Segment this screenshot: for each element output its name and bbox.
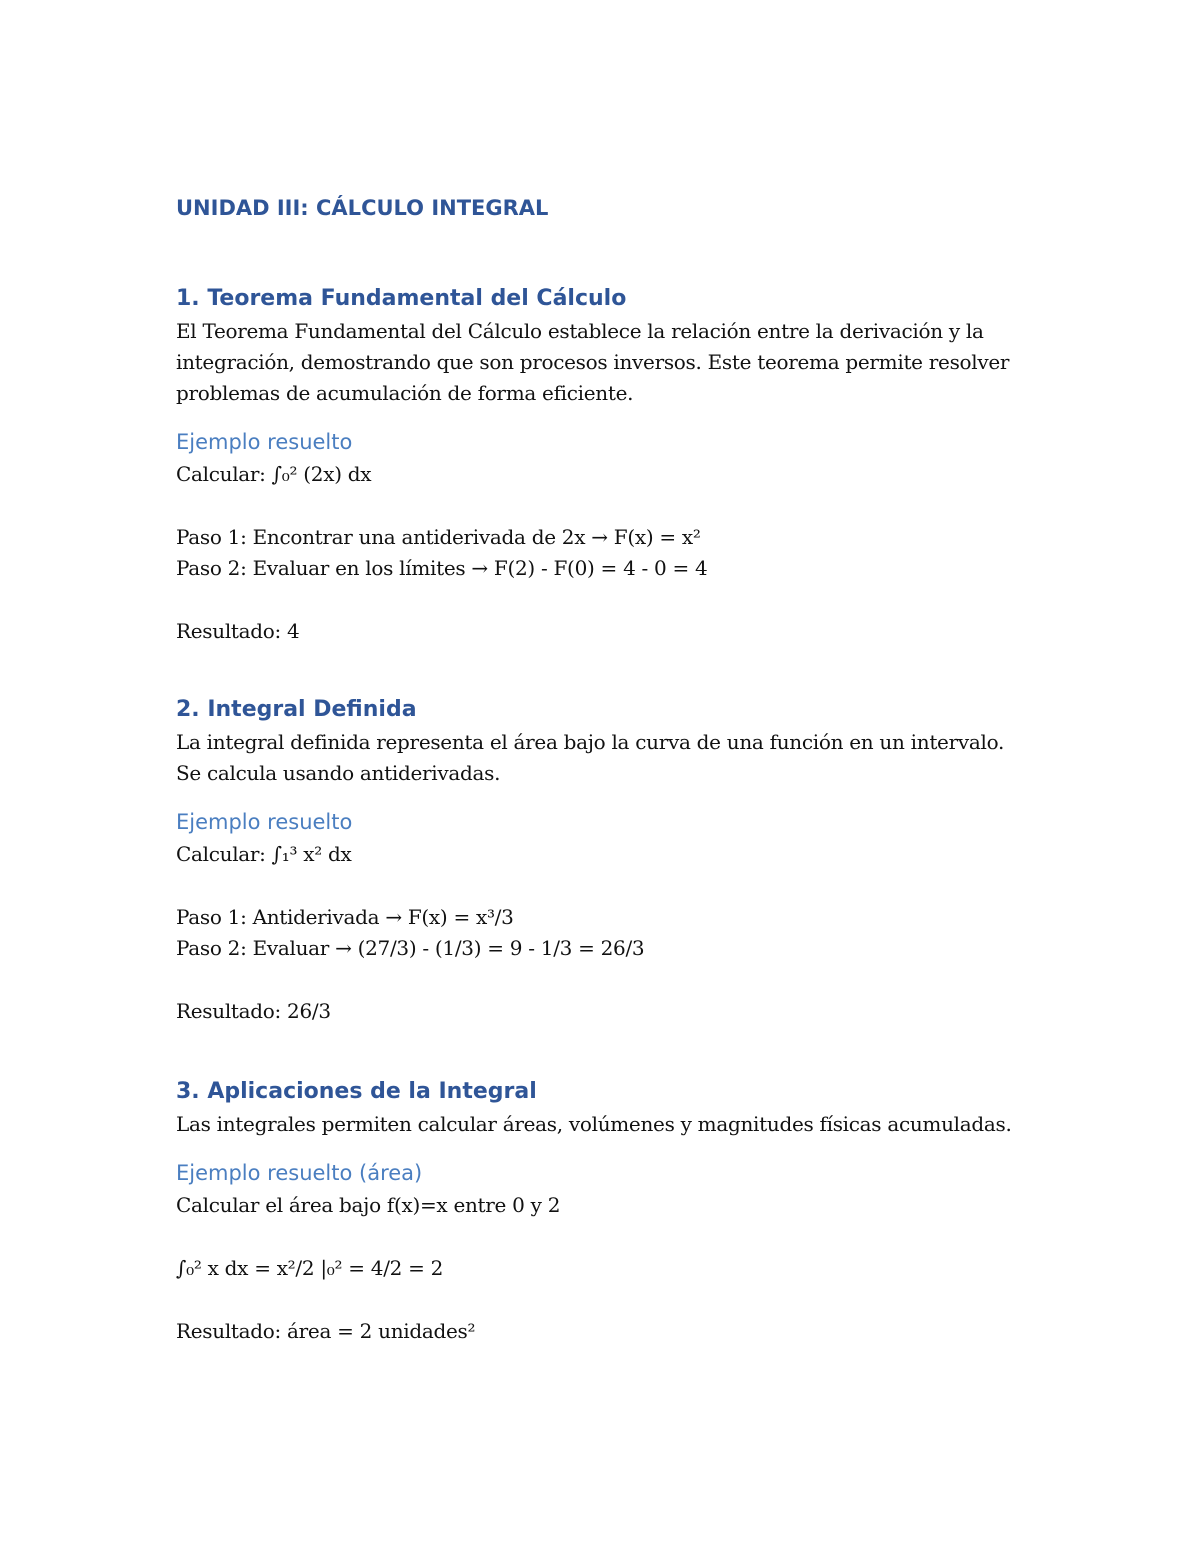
section-paragraph: [176, 316, 1036, 409]
section-title: 1. Teorema Fundamental del Cálculo: [176, 286, 627, 311]
paragraph-line: Las integrales permiten calcular áreas, volúmenes y magnitudes físicas acumuladas.: [176, 1112, 1012, 1136]
blank-line: [176, 964, 1036, 996]
section-aplicaciones: [176, 1075, 1036, 1347]
example-step: ∫₀² x dx = x²/2 |₀² = 4/2 = 2: [176, 1256, 444, 1280]
document-content: [176, 190, 1036, 1395]
blank-line: [176, 1221, 1036, 1253]
example-step: Paso 1: Antiderivada → F(x) = x³/3: [176, 905, 514, 929]
section-title: 2. Integral Definida: [176, 697, 417, 722]
example-statement: Calcular: ∫₁³ x² dx: [176, 842, 352, 866]
paragraph-line: integración, demostrando que son procesos inversos. Este teorema permite resolver: [176, 350, 1010, 374]
section-integral-definida: [176, 693, 1036, 1027]
example-statement: Calcular: ∫₀² (2x) dx: [176, 462, 372, 486]
example-result: Resultado: área = 2 unidades²: [176, 1319, 476, 1343]
blank-line: [176, 870, 1036, 902]
paragraph-line: El Teorema Fundamental del Cálculo establece la relación entre la derivación y la: [176, 319, 984, 343]
unit-title: UNIDAD III: CÁLCULO INTEGRAL: [176, 196, 549, 220]
example-result: Resultado: 4: [176, 619, 300, 643]
paragraph-line: Se calcula usando antiderivadas.: [176, 761, 501, 785]
example-title: Ejemplo resuelto: [176, 810, 353, 834]
blank-line: [176, 490, 1036, 522]
example-title: Ejemplo resuelto: [176, 430, 353, 454]
section-title: 3. Aplicaciones de la Integral: [176, 1079, 537, 1104]
section-paragraph: [176, 1109, 1036, 1140]
blank-line: [176, 584, 1036, 616]
section-paragraph: [176, 727, 1036, 789]
paragraph-line: La integral definida representa el área bajo la curva de una función en un intervalo.: [176, 730, 1005, 754]
paragraph-line: problemas de acumulación de forma eficiente.: [176, 381, 634, 405]
example-step: Paso 2: Evaluar → (27/3) - (1/3) = 9 - 1/3 = 26/3: [176, 936, 645, 960]
example-title: Ejemplo resuelto (área): [176, 1161, 423, 1185]
example-result: Resultado: 26/3: [176, 999, 331, 1023]
example-statement: Calcular el área bajo f(x)=x entre 0 y 2: [176, 1193, 561, 1217]
section-teorema-fundamental: [176, 282, 1036, 647]
blank-line: [176, 1284, 1036, 1316]
example-step: Paso 1: Encontrar una antiderivada de 2x → F(x) = x²: [176, 525, 701, 549]
example-step: Paso 2: Evaluar en los límites → F(2) - F(0) = 4 - 0 = 4: [176, 556, 708, 580]
